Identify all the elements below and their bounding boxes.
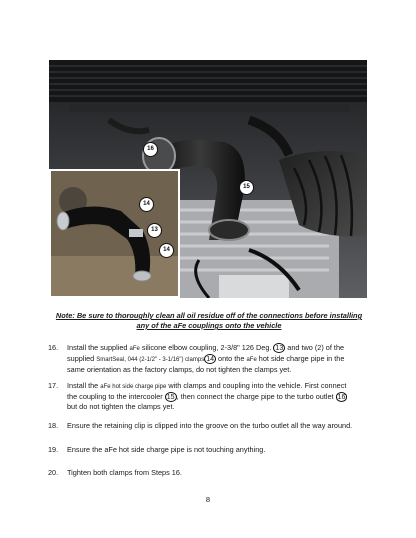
- step-text: onto the: [216, 354, 247, 363]
- step-text: Ensure the aFe hot side charge pipe is not touching anything.: [67, 445, 266, 454]
- engine-bay-photo: [49, 60, 367, 298]
- step-text: and two (2) of the: [285, 343, 345, 352]
- callout-ref-13: 13: [275, 345, 284, 353]
- callout-14-top: 14: [139, 197, 154, 212]
- step-text: with clamps and coupling into the vehicle. First connect: [166, 381, 347, 390]
- step-text: same orientation as the factory clamps, do not tighten the clamps yet.: [67, 365, 292, 374]
- step-text: the coupling to the intercooler: [67, 392, 165, 401]
- step-text: supplied: [67, 354, 97, 363]
- inset-photo: [49, 169, 180, 298]
- step-number: 20.: [48, 468, 59, 477]
- step-text: Ensure the retaining clip is clipped into the groove on the turbo outlet all the way around.: [67, 421, 353, 430]
- step-number: 19.: [48, 445, 59, 454]
- callout-ref-14: 14: [206, 356, 214, 364]
- callout-14-bottom: 14: [159, 243, 174, 258]
- step-18: [48, 421, 373, 431]
- step-text-small: aFe hot side charge pipe: [100, 384, 167, 390]
- step-text: but do not tighten the clamps yet.: [67, 402, 175, 412]
- callout-13: 13: [147, 223, 162, 238]
- step-text: Tighten both clamps from Steps 16.: [67, 468, 182, 477]
- step-text-small: aFe: [246, 357, 257, 363]
- page-number: 8: [205, 495, 211, 504]
- step-number: 18.: [48, 421, 59, 430]
- step-number: 17.: [48, 381, 59, 390]
- step-text-small: aFe: [129, 346, 140, 352]
- step-text: hot side charge pipe in the: [256, 354, 345, 363]
- note-line-1: Note: Be sure to thoroughly clean all oil residue off of the connections before installing: [55, 311, 363, 320]
- step-17: [48, 381, 373, 412]
- callout-15: 15: [239, 180, 254, 195]
- callout-16: 16: [143, 142, 158, 157]
- step-text: Install the supplied: [67, 343, 130, 352]
- callout-ref-15: 15: [166, 394, 175, 402]
- step-text: , then connect the charge pipe to the turbo outlet: [176, 392, 336, 401]
- note-line-2: any of the aFe couplings onto the vehicle: [136, 321, 282, 330]
- step-20: [48, 468, 373, 478]
- step-text: silicone elbow coupling, 2-3/8" 126 Deg.: [139, 343, 274, 352]
- step-text-small: SmartSeal, 044 (2-1/2" - 3-1/16") clamps: [96, 357, 205, 363]
- callout-ref-16: 16: [337, 394, 346, 402]
- cleaning-note: [50, 311, 368, 331]
- step-text: Install the: [67, 381, 101, 390]
- step-19: [48, 445, 373, 455]
- step-16: [48, 343, 373, 375]
- step-number: 16.: [48, 343, 59, 352]
